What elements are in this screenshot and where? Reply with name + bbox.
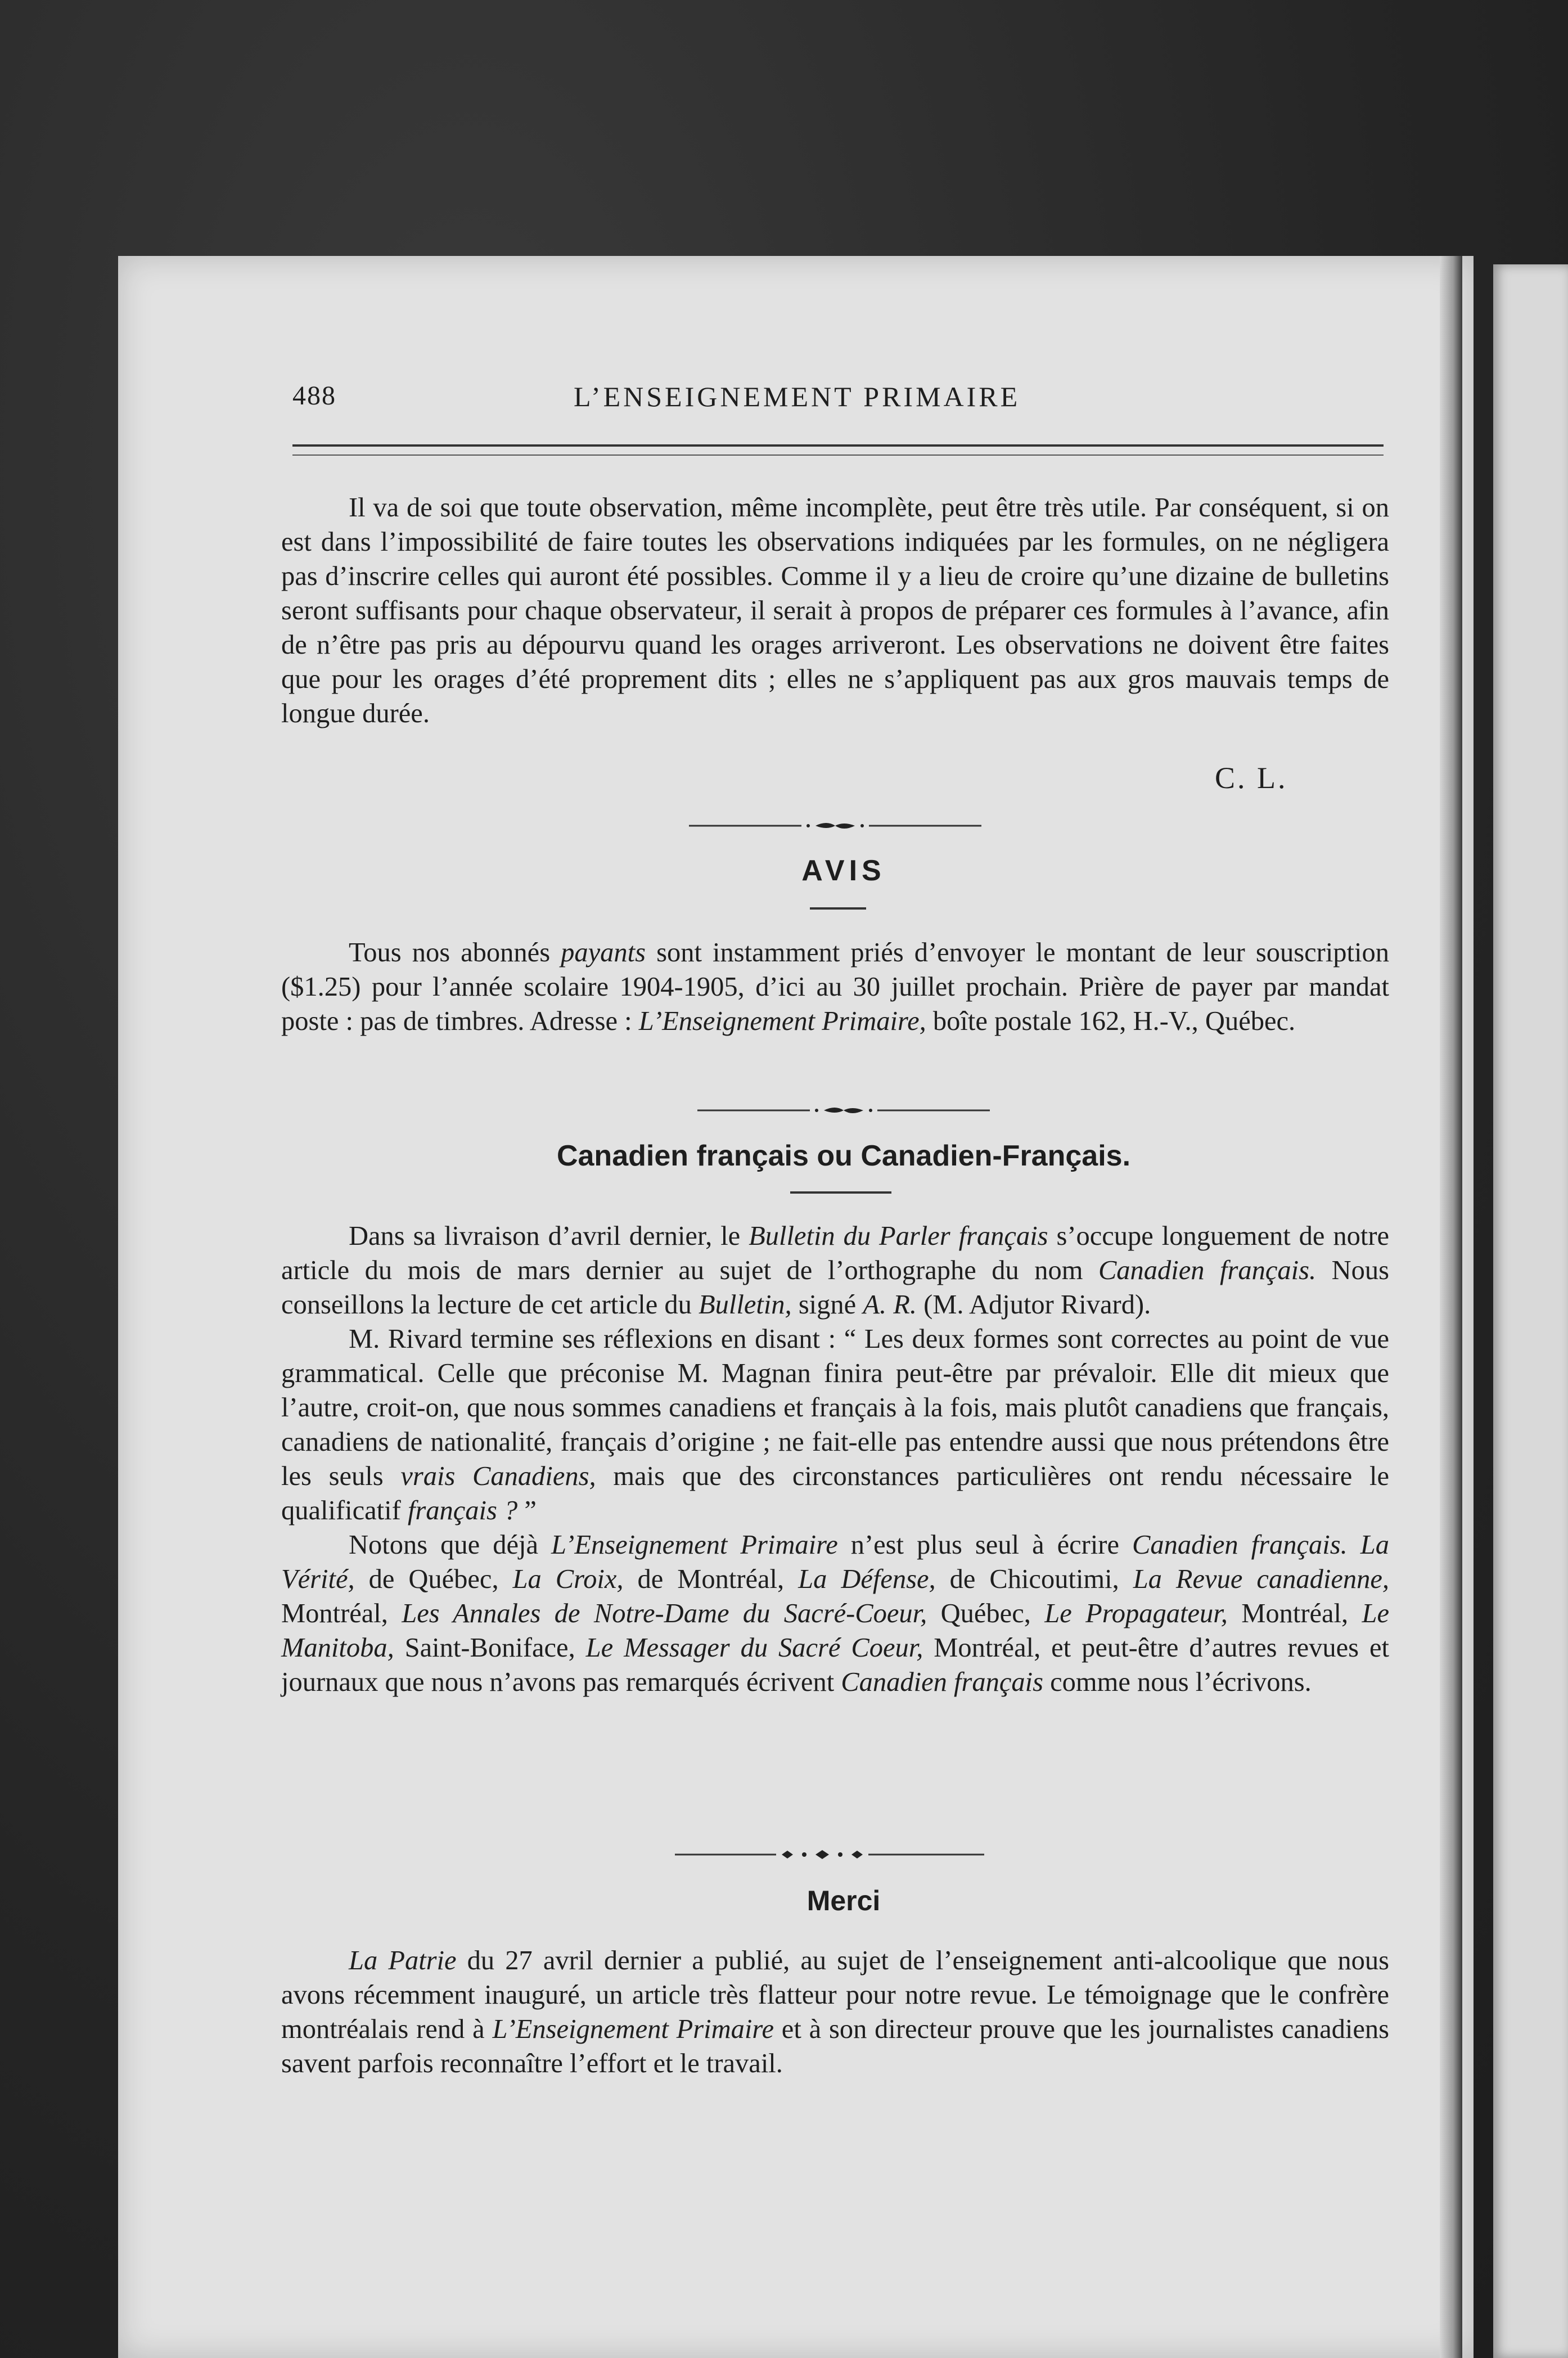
text: Dans sa livraison d’avril dernier, le [349, 1221, 749, 1251]
text: M. Rivard termine ses réflexions en disant : “ Les deux formes sont correctes au point de vue grammatical. Celle que préconise M. Magnan finira peut-être par prévaloir. Elle dit mieux que l’autre, croit-on, que nous sommes canadiens et français à la fois, mais plutôt canadiens que français, canadiens de nationalité, français d’origine ; ne fait-elle pas entendre aussi que nous prétendons être les seuls [281, 1324, 1389, 1491]
canadien-paragraph-2 [281, 1322, 1389, 1528]
text: mais que des circonstances particulières ont rendu nécessaire le qualificatif [281, 1461, 1389, 1526]
canadien-heading: Canadien français ou Canadien-Français. [556, 1140, 1131, 1172]
publication-name: Le Manitoba, [281, 1599, 1390, 1663]
canadien-paragraph-3 [281, 1528, 1389, 1699]
publication-name: Le Propagateur, [1044, 1599, 1228, 1628]
avis-publication-name: L’Enseignement Primaire, [638, 1006, 926, 1036]
avis-text: sont instamment priés d’envoyer le montant de leur souscription ($1.25) pour l’année scolaire 1904-1905, d’ici au 30 juillet prochain. Prière de payer par mandat poste : pas de timbres. Adresse : [281, 938, 1390, 1036]
emphasis: vrais Canadiens, [400, 1461, 596, 1491]
merci-heading: Merci [806, 1885, 881, 1916]
merci-paragraph [281, 1943, 1389, 2081]
text: ” [517, 1496, 537, 1526]
text: s’occupe longuement de notre article du mois de mars dernier au sujet de l’orthographe du nom [281, 1221, 1389, 1285]
text: de Chicoutimi, [935, 1564, 1133, 1594]
header-rule [292, 444, 1384, 456]
text: Nous conseillons la lecture de cet article du [281, 1256, 1390, 1320]
canadien-rule [790, 1191, 891, 1194]
running-header [292, 380, 1384, 420]
avis-emphasis: payants [561, 938, 646, 968]
avis-paragraph [281, 935, 1389, 1038]
publication-name: La Croix, [512, 1564, 624, 1594]
emphasis: Canadien français. [1098, 1256, 1317, 1285]
publication-name: La Patrie [349, 1946, 457, 1976]
facing-page [1493, 264, 1568, 2358]
canadien-paragraph-1 [281, 1219, 1389, 1322]
text: Montréal, [1227, 1599, 1362, 1628]
text: Montréal, et peut-être d’autres revues et journaux que nous n’avons pas remarqués écrivent [281, 1633, 1389, 1697]
intro-paragraph: Il va de soi que toute observation, même incomplète, peut être très utile. Par conséquent, si on est dans l’impossibilité de faire toutes les observations indiquées par les formules, on ne négligera pas d’inscrire celles qui auront été possibles. Comme il y a lieu de croire qu’une dizaine de bulletins seront suffisants pour chaque observateur, il serait à propos de préparer ces formules à l’avance, afin de n’être pas pris au dépourvu quand les orages arriveront. Les observations ne doivent être faites que pour les orages d’été proprement dits ; elles ne s’appliquent pas aux gros mauvais temps de longue durée. [281, 493, 1389, 728]
publication-name: La Vérité, [281, 1530, 1390, 1594]
text: (M. Adjutor Rivard). [916, 1290, 1151, 1320]
emphasis: français ? [407, 1496, 518, 1526]
text: comme nous l’écrivons. [1043, 1667, 1312, 1697]
text: de Québec, [354, 1564, 513, 1594]
intro-section [281, 490, 1389, 731]
avis-text: Tous nos abonnés [349, 938, 561, 968]
ornament-divider [697, 1102, 990, 1119]
publication-name: Les Annales de Notre-Dame du Sacré-Coeur, [402, 1599, 927, 1628]
running-title: L’ENSEIGNEMENT PRIMAIRE [574, 381, 1021, 412]
avis-section [281, 935, 1389, 1038]
text: du 27 avril dernier a publié, au sujet de l’enseignement anti-alcoolique que nous avons récemment inauguré, un article très flatteur pour notre revue. Le témoignage que le confrère montréalais rend à [281, 1946, 1389, 2044]
intro-signature: C. L. [1215, 761, 1288, 795]
publication-name: Le Messager du Sacré Coeur, [585, 1633, 923, 1663]
ornament-divider [675, 1846, 967, 1863]
canadien-section [281, 1219, 1389, 1699]
text: et à son directeur prouve que les journalistes canadiens savent parfois reconnaître l’effort et le travail. [281, 2014, 1389, 2078]
avis-text: boîte postale 162, H.-V., Québec. [926, 1006, 1296, 1036]
merci-section [281, 1943, 1389, 2081]
text: Québec, [927, 1599, 1045, 1628]
text: signé [791, 1290, 863, 1320]
avis-rule [810, 907, 866, 910]
text: Notons que déjà [349, 1530, 551, 1560]
avis-heading: AVIS [801, 854, 886, 887]
author-initials: A. R. [863, 1290, 917, 1320]
text: Saint-Boniface, [394, 1633, 586, 1663]
publication-name: L’Enseignement Primaire [492, 2014, 774, 2044]
publication-name: La Défense, [798, 1564, 936, 1594]
emphasis: Canadien français [841, 1667, 1043, 1697]
publication-name: L’Enseignement Primaire [551, 1530, 838, 1560]
publication-name: La Revue canadienne, [1133, 1564, 1390, 1594]
text [1348, 1530, 1360, 1560]
page-gutter-shadow [1440, 256, 1462, 2358]
ornament-divider [689, 817, 981, 834]
text: Montréal, [281, 1599, 402, 1628]
text: n’est plus seul à écrire [837, 1530, 1133, 1560]
publication-name: Bulletin du Parler français [749, 1221, 1048, 1251]
publication-name: Bulletin, [699, 1290, 792, 1320]
page-number: 488 [292, 381, 336, 411]
text: de Montréal, [623, 1564, 799, 1594]
emphasis: Canadien français. [1132, 1530, 1348, 1560]
